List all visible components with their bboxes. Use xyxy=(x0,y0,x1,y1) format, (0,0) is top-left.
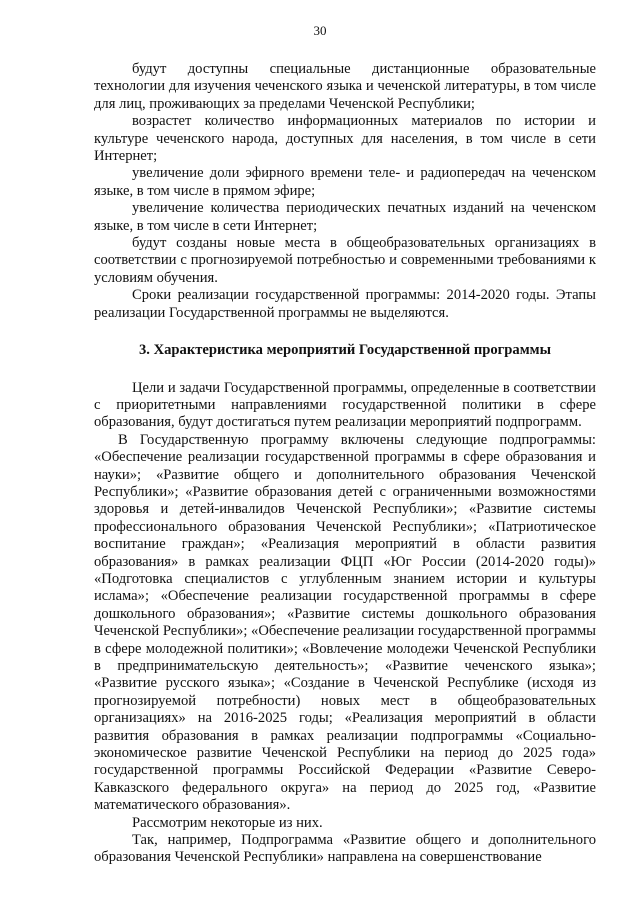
paragraph: Цели и задачи Государственной программы, определенные в соответствии с приоритетными направлениями государственной политики в сфере образования, будут достигаться путем реализации мероприятий подпрограмм. xyxy=(94,379,596,431)
paragraph: Сроки реализации государственной программы: 2014-2020 годы. Этапы реализации Государственной программы не выделяются. xyxy=(94,287,596,321)
paragraph: Рассмотрим некоторые из них. xyxy=(132,814,323,831)
section-heading: 3. Характеристика мероприятий Государственной программы xyxy=(139,342,551,359)
paragraph: Так, например, Подпрограмма «Развитие общего и дополнительного образования Чеченской Республики» направлена на совершенствование xyxy=(94,832,596,866)
paragraph: увеличение количества периодических печатных изданий на чеченском языке, в том числе в сети Интернет; xyxy=(94,200,596,234)
page-number: 30 xyxy=(313,23,327,38)
paragraph: увеличение доли эфирного времени теле- и радиопередач на чеченском языке, в том числе в прямом эфире; xyxy=(94,165,596,199)
paragraph: В Государственную программу включены следующие подпрограммы: «Обеспечение реализации государственной программы в сфере образования и науки»; «Развитие общего и дополнительного образования Чеченской Республики»; «Развитие образования детей с ограниченными возможностями здоровья и детей-инвалидов Чеченской Республики»; «Развитие системы профессионального образования Чеченской Республики»; «Патриотическое воспитание граждан»; «Реализация мероприятий в области развития образования» в рамках реализации ФЦП «Юг России (2014-2020 годы)» «Подготовка специалистов с углубленным знанием истории и культуры ислама»; «Обеспечение реализации государственной программы в сфере дошкольного образования»; «Развитие системы дошкольного образования Чеченской Республики»; «Обеспечение реализации государственной программы в сфере молодежной политики»; «Вовлечение молодежи Чеченской Республики в предпринимательскую деятельность»; «Развитие чеченского языка»; «Развитие русского языка»; «Создание в Чеченской Республике (исходя из прогнозируемой потребности) новых мест в общеобразовательных организациях» на 2016-2025 годы; «Реализация мероприятий в области развития образования в рамках реализации подпрограммы «Социально-экономическое развитие Чеченской Республики на период до 2025 года» государственной программы Российской Федерации «Развитие Северо-Кавказского федерального округа» на период до 2025 год, «Развитие математического образования». xyxy=(94,431,596,814)
paragraph: будут созданы новые места в общеобразовательных организациях в соответствии с прогнозируемой потребностью и современными требованиями к условиям обучения. xyxy=(94,235,596,286)
paragraph: возрастет количество информационных материалов по истории и культуре чеченского народа, доступных для населения, в том числе в сети Интернет; xyxy=(94,113,596,165)
page-content xyxy=(94,61,596,867)
paragraph: будут доступны специальные дистанционные образовательные технологии для изучения чеченского языка и чеченской литературы, в том числе для лиц, проживающих за пределами Чеченской Республики; xyxy=(94,61,596,112)
